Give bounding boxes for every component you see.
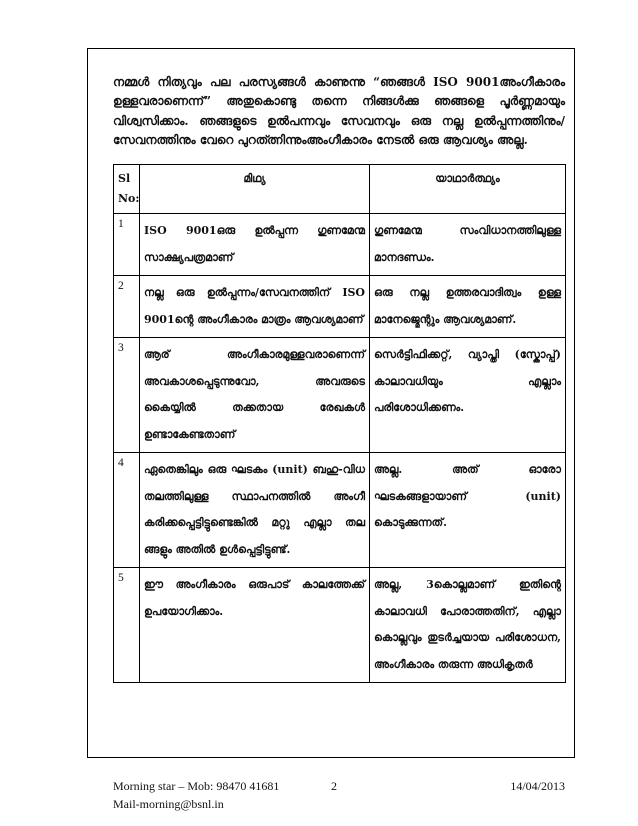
fact-cell: ഗുണമേന്മ സംവിധാനത്തിലുള്ള മാനദണ്ഡം. — [370, 214, 566, 276]
footer-date: 14/04/2013 — [510, 779, 565, 793]
myth-cell: ഏതെങ്കിലും ഒരു ഘടകം (unit) ബഹു-വിധ തലത്തിലുള്ള സ്ഥാപനത്തിൽ അംഗീ കരിക്കപ്പെട്ടിട്ടുണ്ടെങ്കിൽ മറ്റു എല്ലാ തല ങ്ങളും അതിൽ ഉൾപ്പെട്ടിട്ടുണ്ട്. — [140, 453, 370, 568]
fact-cell: ഒരു നല്ല ഉത്തരവാദിത്വം ഉള്ള മാനേജ്മെന്റും ആവശ്യമാണ്. — [370, 276, 566, 338]
row-number: 2 — [114, 276, 140, 338]
footer-contact: Morning star – Mob: 98470 41681 — [113, 779, 280, 793]
intro-paragraph — [113, 73, 565, 150]
table-header-row — [114, 165, 566, 214]
fact-cell: അല്ല, 3കൊല്ലമാണ് ഇതിന്റെ കാലാവധി പോരാത്തതിന്, എല്ലാ കൊല്ലവും തുടർച്ചയായ പരിശോധന, അംഗീകാരം തരുന്ന അധികൃതർ — [370, 568, 566, 683]
row-number: 3 — [114, 338, 140, 453]
table-row — [114, 214, 566, 276]
myth-cell: ഈ അംഗീകാരം ഒരുപാട് കാലത്തേക്ക് ഉപയോഗിക്കാം. — [140, 568, 370, 683]
table-row — [114, 338, 566, 453]
myth-cell: നല്ല ഒരു ഉൽപ്പന്നം/സേവനത്തിന് ISO 9001ന്റെ അംഗീകാരം മാത്രം ആവശ്യമാണ് — [140, 276, 370, 338]
footer-email: Mail-morning@bsnl.in — [113, 797, 224, 811]
header-myth: മിഥ്യ — [140, 165, 370, 214]
myth-cell: ISO 9001ഒരു ഉൽപ്പന്ന ഗുണമേന്മ സാക്ഷ്യപത്രമാണ് — [140, 214, 370, 276]
fact-cell: അല്ല. അത് ഓരോ ഘടകങ്ങളായാണ് (unit) കൊടുക്കുന്നത്. — [370, 453, 566, 568]
row-number: 5 — [114, 568, 140, 683]
table-row — [114, 568, 566, 683]
page-number: 2 — [331, 779, 337, 793]
row-number: 1 — [114, 214, 140, 276]
row-number: 4 — [114, 453, 140, 568]
header-fact: യാഥാർത്ഥ്യം — [370, 165, 566, 214]
header-sl-no: Sl No: — [114, 165, 140, 214]
myth-cell: ആര് അംഗീകാരമുള്ളവരാണെന്ന് അവകാശപ്പെടുന്നുവോ, അവരുടെ കൈയ്യിൽ തക്കതായ രേഖകൾ ഉണ്ടാകേണ്ടതാണ് — [140, 338, 370, 453]
table-row — [114, 276, 566, 338]
table-row — [114, 453, 566, 568]
intro-text: നമ്മൾ നിത്യവും പല പരസ്യങ്ങൾ കാണുന്നു “ഞങ്ങൾ ISO 9001അംഗീകാരം ഉള്ളവരാണെന്ന്” അതുകൊണ്ടു തന്നെ നിങ്ങൾക്കു ഞങ്ങളെ പൂർണ്ണമായും വിശ്വസിക്കാം. ഞങ്ങളുടെ ഉൽപന്നവും സേവനവും ഒരു നല്ല ഉൽപ്പന്നത്തിനും/സേവനത്തിനും വേറെ പുറത്ത്നിന്നുംഅംഗീകാരം നേടൽ ഒരു ആവശ്യം അല്ല. — [113, 75, 565, 147]
myth-fact-table — [113, 164, 566, 683]
fact-cell: സെർട്ടിഫിക്കറ്റ്, വ്യാപ്തി (സ്കോപ്പ്) കാലാവധിയും എല്ലാം പരിശോധിക്കണം. — [370, 338, 566, 453]
